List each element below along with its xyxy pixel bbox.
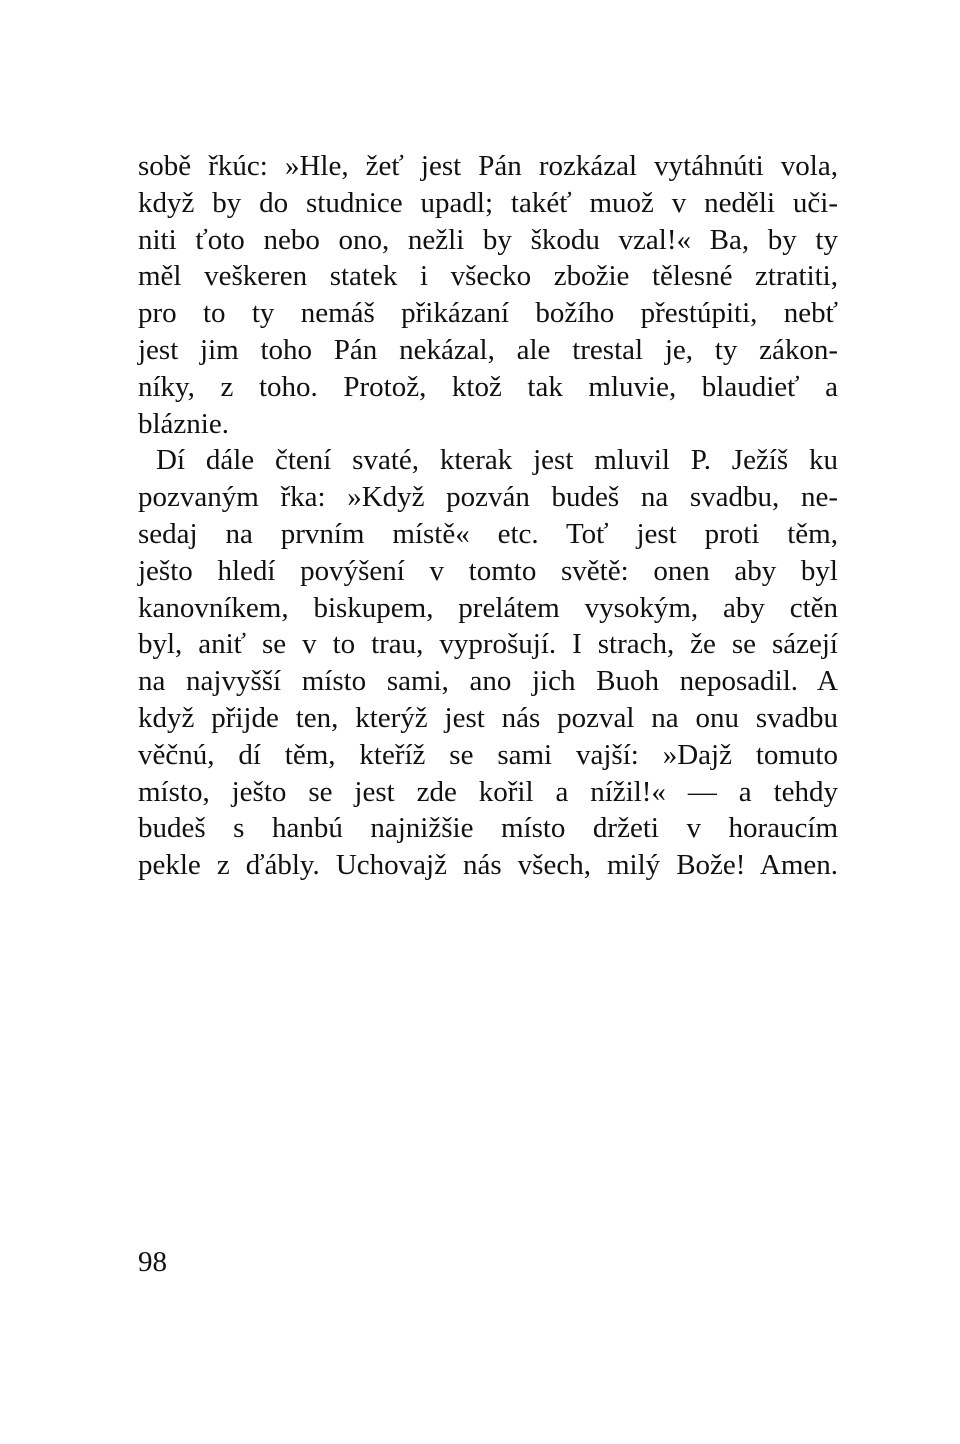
text-line: měl veškeren statek i všecko zbožie tělesné ztratiti,	[138, 260, 838, 293]
text-line: niti ťoto nebo ono, nežli by škodu vzal!« Ba, by ty	[138, 223, 838, 256]
text-line: na najvyšší místo sami, ano jich Buoh neposadil. A	[138, 665, 838, 698]
text-line: sedaj na prvním místě« etc. Toť jest proti těm,	[138, 517, 838, 550]
body-text	[138, 148, 838, 884]
text-line: když by do studnice upadl; takéť muož v neděli uči-	[138, 186, 838, 219]
text-line: kanovníkem, biskupem, prelátem vysokým, aby ctěn	[138, 591, 838, 624]
text-line: pekle z ďábly. Uchovajž nás všech, milý Bože! Amen.	[138, 849, 838, 882]
text-line: pro to ty nemáš přikázaní božího přestúpiti, nebť	[138, 297, 838, 330]
text-line: sobě řkúc: »Hle, žeť jest Pán rozkázal vytáhnúti vola,	[138, 150, 838, 182]
text-line: bláznie.	[138, 407, 229, 440]
text-line: když přijde ten, kterýž jest nás pozval na onu svadbu	[138, 701, 838, 734]
text-line: jest jim toho Pán nekázal, ale trestal je, ty zákon-	[138, 333, 838, 366]
text-line: ješto hledí povýšení v tomto světě: onen aby byl	[138, 554, 838, 587]
page-number: 98	[138, 1246, 167, 1278]
text-line: níky, z toho. Protož, ktož tak mluvie, blaudieť a	[138, 370, 838, 403]
text-line: budeš s hanbú najnižšie místo držeti v horaucím	[138, 812, 838, 845]
text-line: Dí dále čtení svaté, kterak jest mluvil P. Ježíš ku	[156, 444, 838, 477]
text-line: pozvaným řka: »Když pozván budeš na svadbu, ne-	[138, 481, 838, 514]
text-line: místo, ješto se jest zde kořil a nížil!« — a tehdy	[138, 775, 838, 808]
text-line: byl, aniť se v to trau, vyprošují. I strach, že se sázejí	[138, 628, 838, 661]
text-line: věčnú, dí těm, kteříž se sami vajší: »Dajž tomuto	[138, 738, 838, 771]
